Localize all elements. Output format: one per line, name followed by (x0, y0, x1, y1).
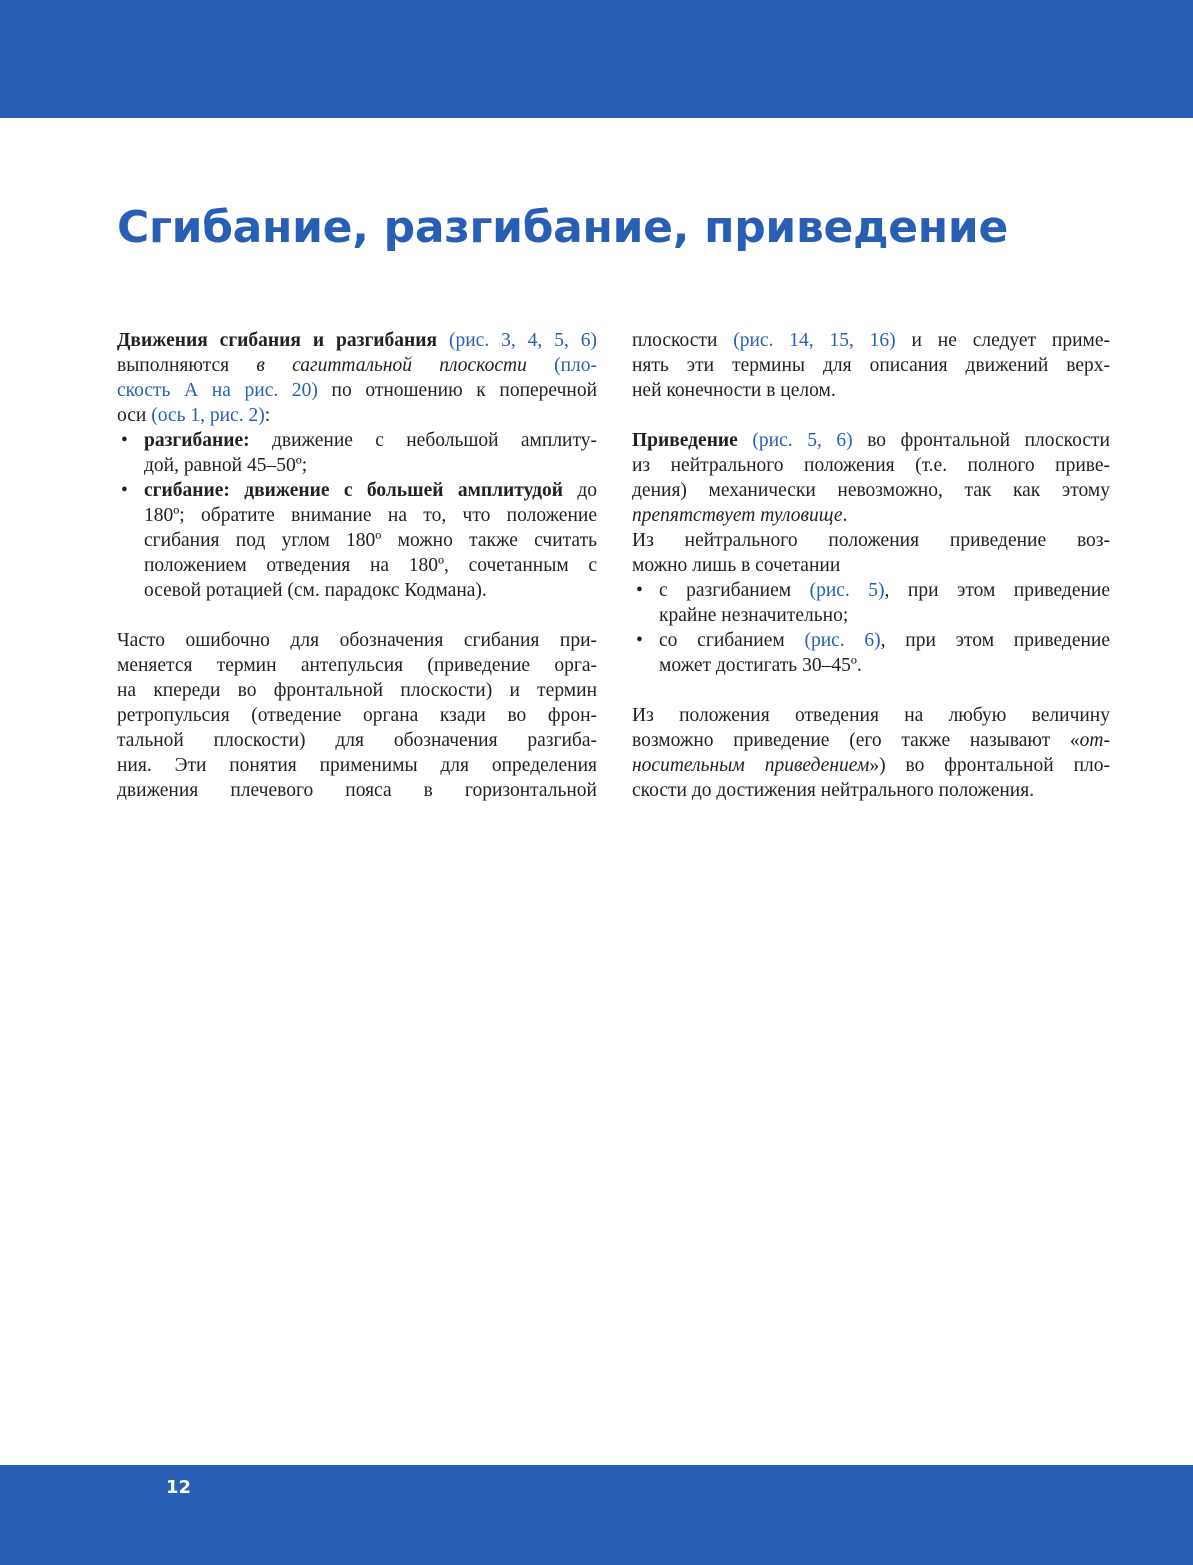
text-line: скости до достижения нейтрального положения. (632, 780, 1035, 801)
text-line: Из положения отведения на любую величину (632, 705, 1110, 726)
text-line: скость А на рис. 20) по отношению к поперечной (117, 380, 598, 401)
text-line: Движения сгибания и разгибания (рис. 3, 4, 5, 6) (117, 330, 597, 351)
text-line: можно лишь в сочетании (632, 555, 841, 576)
figure-reference: (рис. 14, 15, 16) (733, 330, 896, 351)
text-line: сгибания под углом 180º можно также считать (144, 530, 597, 551)
text-line: движения плечевого пояса в горизонтальной (117, 780, 597, 801)
figure-reference: (пло- (554, 355, 597, 376)
page-number: 12 (166, 1477, 192, 1498)
text-line: ней конечности в целом. (632, 380, 836, 401)
text-line: Приведение (рис. 5, 6) во фронтальной плоскости (632, 430, 1110, 451)
text-line: ния. Эти понятия применимы для определения (117, 755, 597, 776)
header-band (0, 0, 1193, 118)
text-line: оси (ось 1, рис. 2): (117, 405, 271, 426)
bullet-item: • со сгибанием (рис. 6), при этом приведение (632, 628, 1110, 653)
right-column (632, 328, 1110, 803)
figure-reference: (рис. 5, 6) (737, 430, 853, 451)
text-line: Часто ошибочно для обозначения сгибания при- (117, 630, 597, 651)
text-line: осевой ротацией (см. парадокс Кодмана). (144, 580, 487, 601)
text-line: плоскости (рис. 14, 15, 16) и не следует приме- (632, 330, 1111, 351)
figure-reference: (рис. 5) (809, 580, 885, 601)
text-line: ретропульсия (отведение органа кзади во фрон- (117, 705, 597, 726)
figure-reference: (рис. 3, 4, 5, 6) (448, 330, 597, 351)
text-line: носительным приведением») во фронтальной пло- (632, 755, 1110, 776)
figure-reference: скость А на рис. 20) (117, 380, 318, 401)
text-line: меняется термин антепульсия (приведение орга- (117, 655, 597, 676)
text-line: препятствует туловище. (632, 505, 848, 526)
text-line: нять эти термины для описания движений верх- (632, 355, 1110, 376)
left-column (117, 328, 597, 803)
figure-reference: (ось 1, рис. 2) (151, 405, 265, 426)
text-line: 180º; обратите внимание на то, что положение (144, 505, 597, 526)
text-line: из нейтрального положения (т.е. полного приве- (632, 455, 1110, 476)
bullet-item: • сгибание: движение с большей амплитудой до (117, 478, 597, 503)
text-line: возможно приведение (его также называют «от- (632, 730, 1110, 751)
text-line: может достигать 30–45º. (659, 655, 862, 676)
figure-reference: (рис. 6) (804, 630, 881, 651)
text-line: дения) механически невозможно, так как этому (632, 480, 1110, 501)
text-line: выполняются в сагиттальной плоскости (пло- (117, 355, 597, 376)
page-title: Сгибание, разгибание, приведение (117, 202, 1008, 253)
text-line: положением отведения на 180º, сочетанным с (144, 555, 597, 576)
text-line: дой, равной 45–50º; (144, 455, 308, 476)
bullet-item: • с разгибанием (рис. 5), при этом приведение (632, 578, 1110, 603)
text-line: крайне незначительно; (659, 605, 849, 626)
text-line: тальной плоскости) для обозначения разгиба- (117, 730, 597, 751)
text-line: на кпереди во фронтальной плоскости) и термин (117, 680, 597, 701)
text-line: Из нейтрального положения приведение воз- (632, 530, 1110, 551)
bullet-item: • разгибание: движение с небольшой амплиту- (117, 428, 597, 453)
